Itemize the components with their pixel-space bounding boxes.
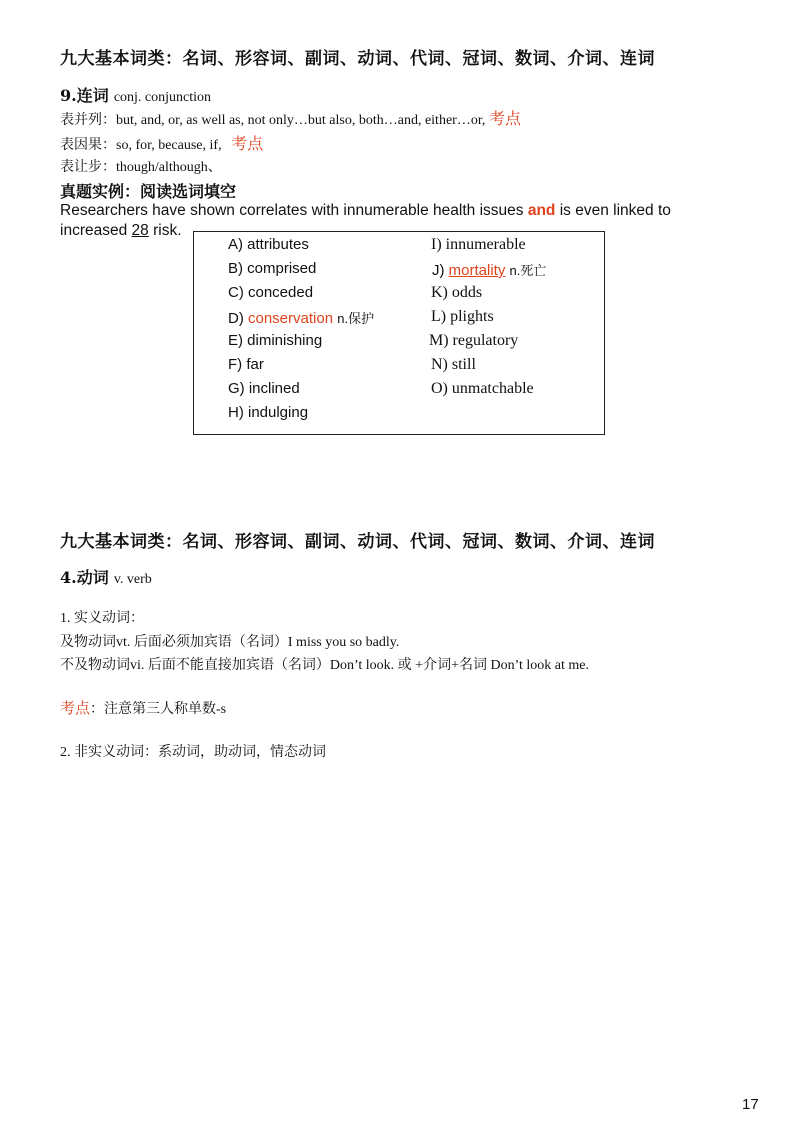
option-j-word: mortality [448,262,506,279]
option-a: A) attributes [228,236,309,253]
sentence-part: risk. [153,222,182,239]
example-title: 真题实例：阅读选词填空 [60,182,237,201]
option-f: F) far [228,356,264,373]
option-j-prefix: J) [432,262,445,279]
verb-line3: 不及物动词vi. 后面不能直接加宾语（名词）Don’t look. 或 +介词+名词 Don’t look at me. [60,658,589,673]
section1-title [60,83,211,106]
option-g: G) inclined [228,380,300,397]
option-j [432,260,546,279]
line-cause [60,131,263,154]
option-e: E) diminishing [228,332,323,349]
section1-title-en: conj. conjunction [113,90,212,105]
section1-heading: 九大基本词类：名词、形容词、副词、动词、代词、冠词、数词、介词、连词 [60,49,655,69]
option-c: C) conceded [228,284,314,301]
sentence-blank: 28 [131,222,149,239]
option-b: B) comprised [228,260,317,277]
sentence-part: increased [60,222,128,239]
sentence-part: Researchers have shown correlates with innumerable health issues [60,202,524,219]
sentence-part: is even linked to [559,202,671,219]
option-i: I) innumerable [431,236,526,253]
kaodian-mark: 考点 [231,134,264,153]
kaodian-mark: 考点 [488,109,521,128]
verb-line1: 1. 实义动词： [60,611,144,626]
option-m: M) regulatory [429,332,519,349]
option-d-prefix: D) [228,310,244,327]
options-box [193,231,605,435]
section2-heading: 九大基本词类：名词、形容词、副词、动词、代词、冠词、数词、介词、连词 [60,532,655,552]
example-sentence-line1 [60,202,671,220]
verb-kaodian-line [60,697,226,718]
option-d [228,308,374,327]
sentence-and: and [527,202,556,219]
page-number: 17 [742,1096,759,1113]
kaodian-label: 考点 [60,701,91,717]
section2-title [60,565,152,588]
option-h: H) indulging [228,404,309,421]
option-d-note: n.保护 [337,311,375,326]
example-sentence-line2 [60,222,182,240]
option-l: L) plights [431,308,494,325]
option-j-note: n.死亡 [509,263,547,278]
kaodian-text: ：注意第三人称单数-s [90,702,227,717]
option-d-word: conservation [248,310,334,327]
line-parallel-text: 表并列：but, and, or, as well as, not only…but also, both…and, either…or, [60,113,486,128]
option-o: O) unmatchable [431,380,534,397]
line-concession: 表让步：though/although、 [60,160,222,175]
option-k: K) odds [431,284,483,301]
verb-line4: 2. 非实义动词：系动词，助动词，情态动词 [60,745,326,760]
line-parallel [60,106,521,129]
section1-title-num: 9.连词 [60,86,109,105]
line-cause-text: 表因果：so, for, because, if, [60,138,222,153]
option-n: N) still [431,356,476,373]
verb-line2: 及物动词vt. 后面必须加宾语（名词）I miss you so badly. [60,635,400,650]
section2-title-num: 4.动词 [60,568,109,587]
section2-title-en: v. verb [113,572,152,587]
